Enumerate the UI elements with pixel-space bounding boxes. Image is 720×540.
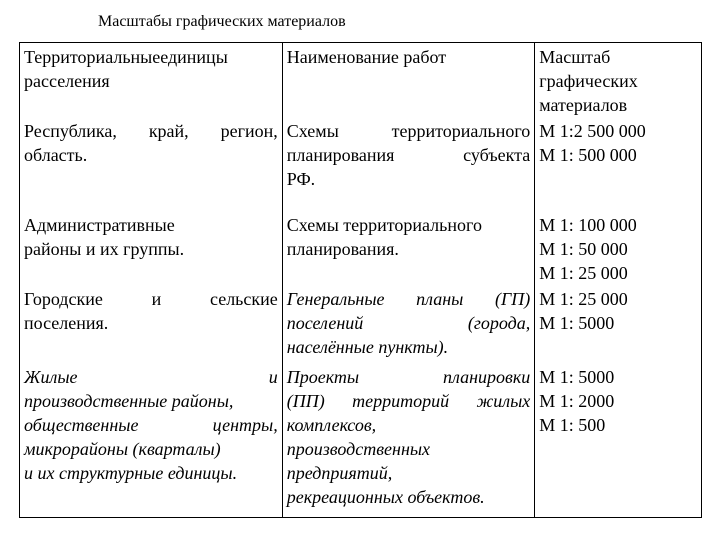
scale-table — [19, 42, 702, 518]
table-caption: Масштабы графических материалов — [98, 13, 346, 30]
cell-scale: М 1:2 500 000 М 1: 500 000 — [535, 117, 702, 211]
cell-scale: М 1: 5000 М 1: 2000 М 1: 500 — [535, 363, 702, 518]
header-work-name: Наименование работ — [282, 43, 535, 118]
cell-work: Генеральные планы (ГП) поселений (города, населённые пункты). — [282, 285, 535, 363]
cell-work: Схемы территориального планирования субъекта РФ. — [282, 117, 535, 211]
cell-scale: М 1: 25 000 М 1: 5000 — [535, 285, 702, 363]
header-scale: Масштаб графических материалов — [535, 43, 702, 118]
header-territorial-units: Территориальныеединицы расселения — [20, 43, 283, 118]
cell-scale: М 1: 100 000 М 1: 50 000 М 1: 25 000 — [535, 211, 702, 285]
table-row — [20, 211, 702, 285]
cell-unit: Жилые и производственные районы, общественные центры, микрорайоны (кварталы) и их структурные единицы. — [20, 363, 283, 518]
table-row — [20, 363, 702, 518]
cell-unit: Административные районы и их группы. — [20, 211, 283, 285]
cell-work: Проекты планировки (ПП) территорий жилых комплексов, производственных предприятий, рекреационных объектов. — [282, 363, 535, 518]
header-row — [20, 43, 702, 118]
table-row — [20, 285, 702, 363]
cell-work: Схемы территориального планирования. — [282, 211, 535, 285]
cell-unit: Республика, край, регион, область. — [20, 117, 283, 211]
cell-unit: Городские и сельские поселения. — [20, 285, 283, 363]
table-row — [20, 117, 702, 211]
